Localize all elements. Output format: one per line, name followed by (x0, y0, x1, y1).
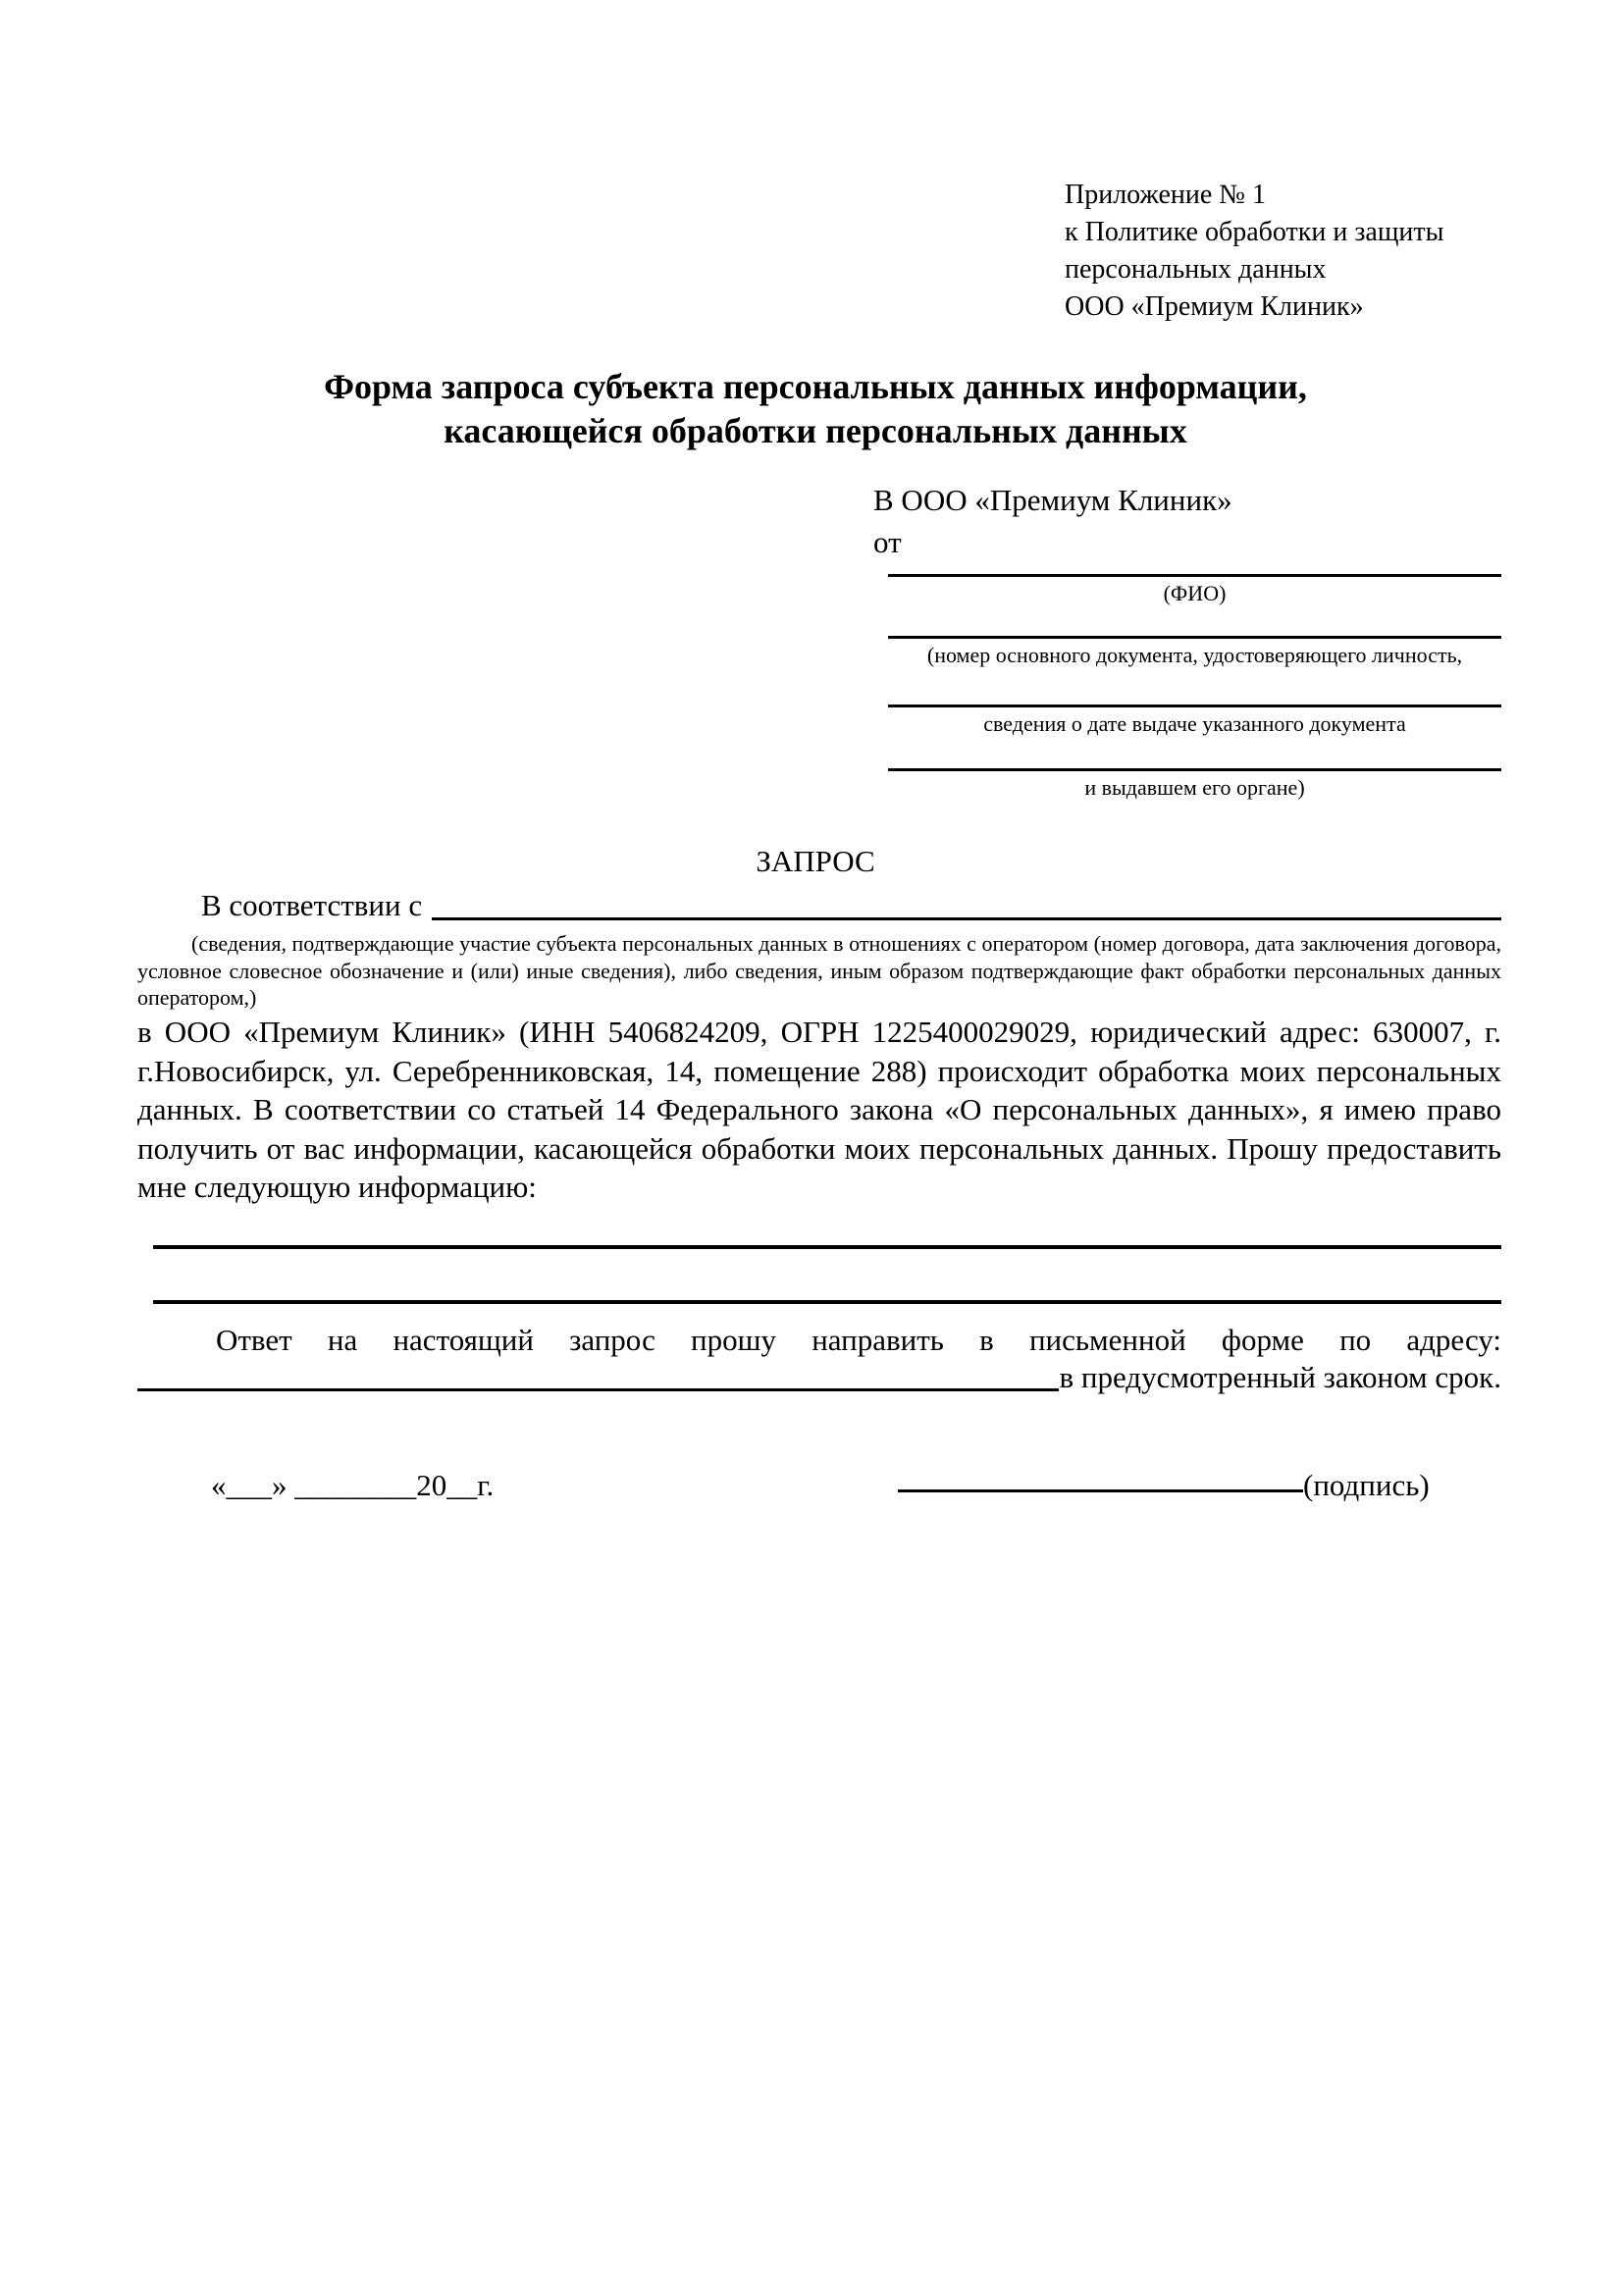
issuing-authority-blank-field (888, 768, 1501, 801)
request-body: в ООО «Премиум Клиник» (ИНН 5406824209, ОГРН 1225400029029, юридический адрес: 630007, г. г.Новосибирск, ул. Серебренниковская, 14, помещение 288) происходит обработка моих персональных данных. В соответствии со статьей 14 Федерального закона «О персональных данных», я имею право получить от вас информации, касающейся обработки моих персональных данных. Прошу предоставить мне следующую информацию: (137, 1015, 1501, 1204)
signature-blank-field (898, 1466, 1303, 1492)
information-blank-line-2 (153, 1300, 1501, 1304)
issue-date-field-caption: сведения о дате выдаче указанного документа (983, 711, 1406, 736)
page-title-line: Форма запроса субъекта персональных данных информации, (324, 367, 1307, 406)
document-number-blank-field (888, 636, 1501, 668)
annex-line: персональных данных (1065, 254, 1327, 285)
annex-line: Приложение № 1 (1065, 180, 1266, 210)
fio-blank-field (888, 574, 1501, 606)
intro-line (137, 886, 1501, 925)
signature-caption: (подпись) (1303, 1468, 1430, 1502)
reply-request-line: Ответ на настоящий запрос прошу направить в письменной форме по адресу: (216, 1323, 1501, 1357)
page-title (130, 365, 1501, 453)
document-number-field-caption: (номер основного документа, удостоверяющего личность, (926, 643, 1463, 667)
annex-line: к Политике обработки и защиты (1065, 217, 1444, 247)
request-heading: ЗАПРОС (756, 844, 875, 878)
issue-date-blank-field (888, 704, 1501, 737)
basis-footnote: (сведения, подтверждающие участие субъекта персональных данных в отношениях с оператором (номер договора, дата заключения договора, условное словесное обозначение и (или) иные сведения), либо сведения, иным образом подтверждающие факт обработки персональных данных оператором,) (137, 931, 1501, 1010)
reply-address-line (137, 1358, 1501, 1396)
recipient-organization: В ООО «Премиум Клиник» (873, 483, 1232, 517)
date-blank: «___» ________20__г. (211, 1468, 495, 1502)
fio-field-caption: (ФИО) (1163, 581, 1227, 605)
issuing-authority-field-caption: и выдавшем его органе) (1084, 775, 1305, 800)
information-blank-line-1 (153, 1245, 1501, 1249)
page-title-line: касающейся обработки персональных данных (444, 411, 1187, 450)
annex-line: ООО «Премиум Клиник» (1065, 291, 1364, 322)
from-label: от (873, 525, 902, 559)
basis-blank-field (432, 916, 1501, 920)
annex-block (1065, 177, 1516, 326)
address-blank-field (137, 1387, 1059, 1391)
reply-suffix: в предусмотренный законом срок. (1059, 1360, 1501, 1394)
intro-prefix: В соответствии с (201, 888, 423, 922)
